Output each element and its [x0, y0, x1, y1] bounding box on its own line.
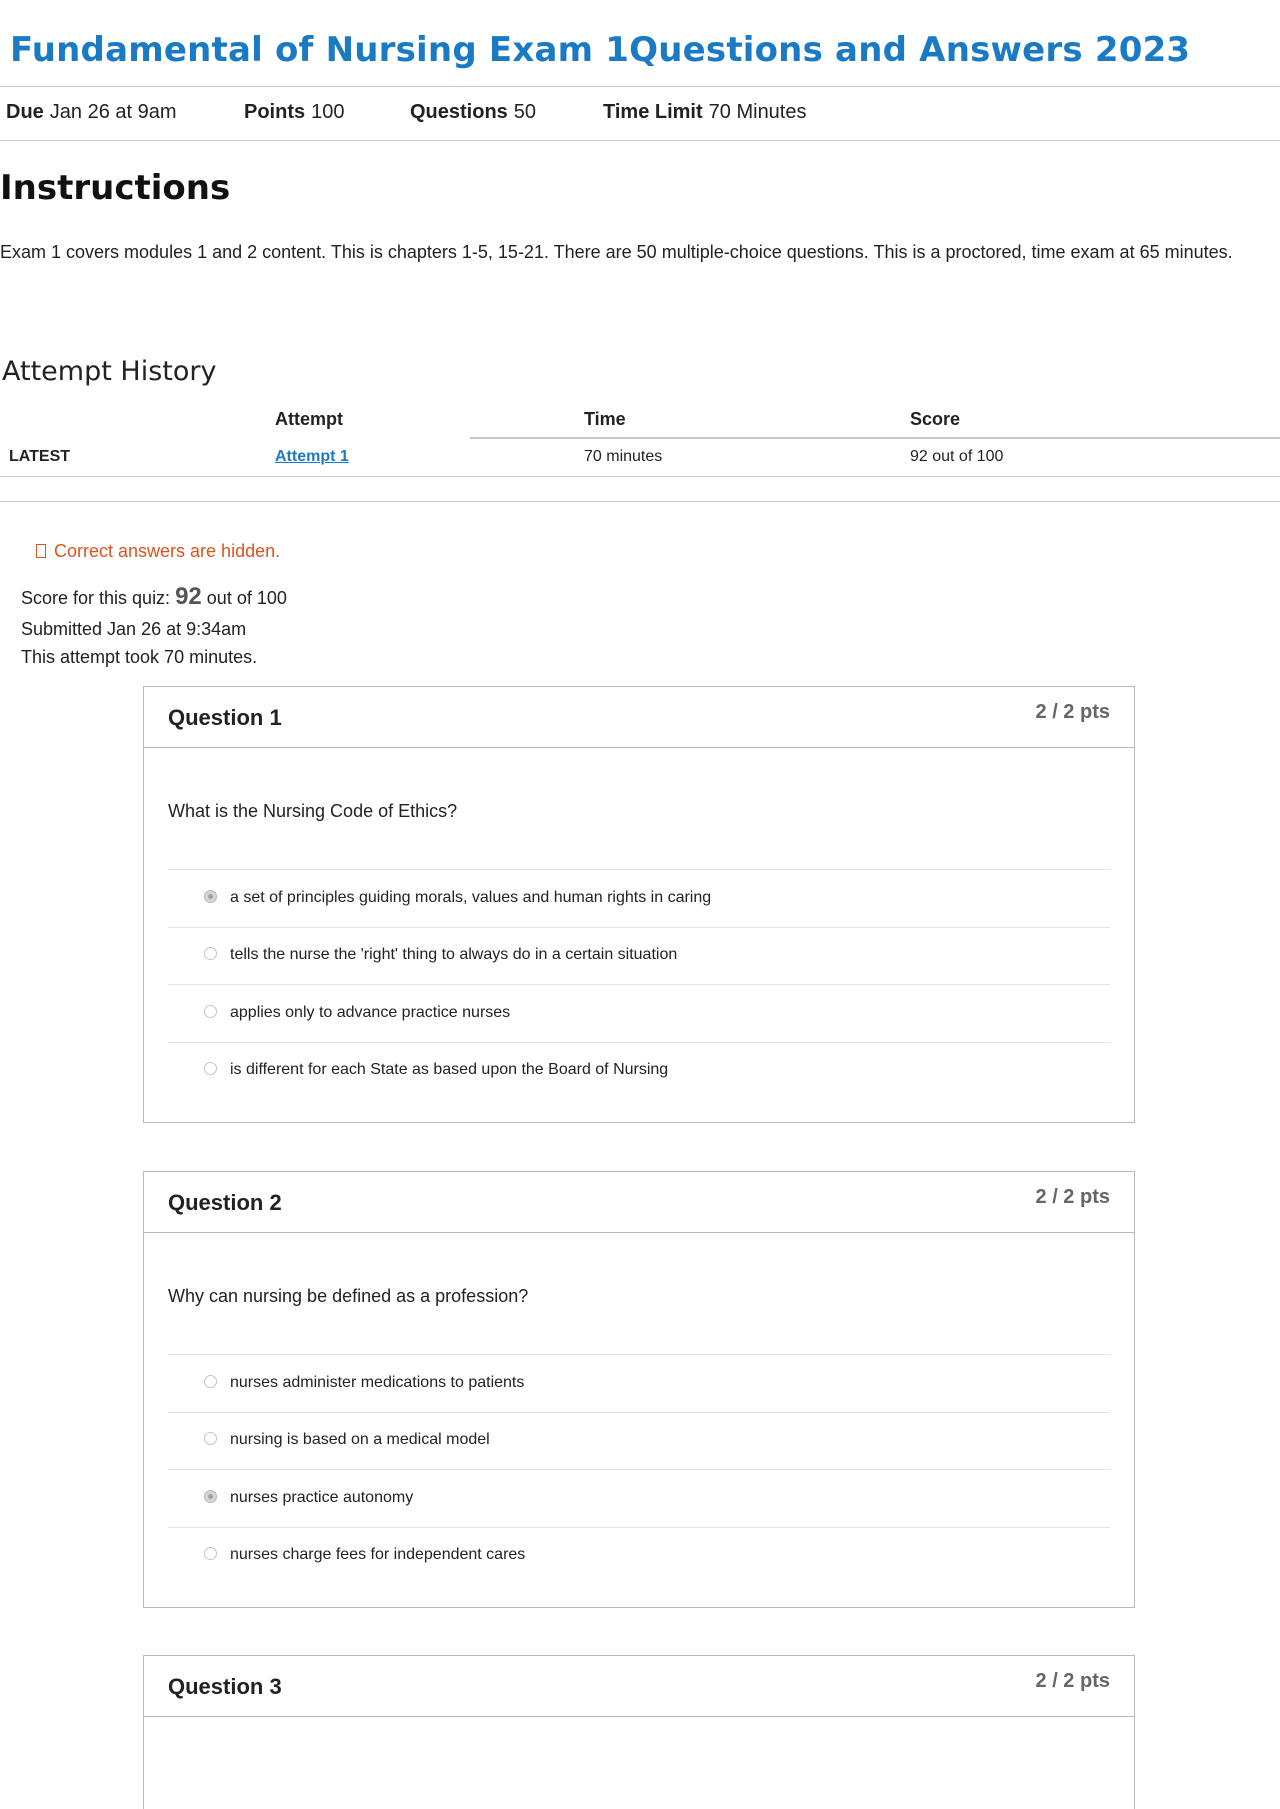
column-header-score: Score	[910, 409, 961, 429]
radio[interactable]	[204, 1375, 217, 1388]
question-header	[144, 687, 1134, 748]
table-row-divider	[0, 476, 1280, 477]
question-card	[143, 1655, 1135, 1809]
question-count: Questions 50	[410, 101, 537, 123]
due-date: Due Jan 26 at 9am	[6, 101, 177, 123]
attempt-history-heading: Attempt History	[2, 356, 217, 387]
divider	[0, 140, 1280, 141]
column-header-time: Time	[584, 409, 626, 429]
radio[interactable]	[204, 1547, 217, 1560]
divider	[0, 86, 1280, 87]
instructions-heading: Instructions	[0, 168, 231, 208]
warning-icon	[36, 544, 46, 558]
radio-selected[interactable]	[204, 890, 217, 903]
question-points: 2 / 2 pts	[1035, 1670, 1110, 1692]
radio[interactable]	[204, 947, 217, 960]
correct-answers-hidden-notice: Correct answers are hidden.	[36, 541, 280, 562]
time-limit: Time Limit 70 Minutes	[603, 101, 807, 123]
question-text: What is the Nursing Code of Ethics?	[168, 801, 458, 821]
answer-divider	[168, 1412, 1110, 1413]
instructions-text: Exam 1 covers modules 1 and 2 content. This is chapters 1-5, 15-21. There are 50 multiple-choice questions. This is a proctored, time exam at 65 minutes.	[0, 242, 1233, 262]
points: Points 100	[244, 101, 345, 123]
question-header	[144, 1172, 1134, 1233]
page-title: Fundamental of Nursing Exam 1Questions and Answers 2023	[10, 30, 1191, 70]
answer-divider	[168, 869, 1110, 870]
answer-divider	[168, 1042, 1110, 1043]
answer-divider	[168, 1527, 1110, 1528]
latest-label: LATEST	[9, 448, 71, 465]
answer-divider	[168, 1354, 1110, 1355]
radio[interactable]	[204, 1062, 217, 1075]
question-text: Why can nursing be defined as a profession?	[168, 1286, 529, 1306]
question-points: 2 / 2 pts	[1035, 1186, 1110, 1208]
question-header	[144, 1656, 1134, 1717]
attempt-link-cell	[275, 448, 349, 466]
column-header-attempt: Attempt	[275, 409, 343, 429]
attempt-duration: This attempt took 70 minutes.	[21, 647, 258, 667]
submitted-time: Submitted Jan 26 at 9:34am	[21, 619, 247, 639]
attempt-1-link[interactable]: Attempt 1	[275, 448, 349, 465]
question-title: Question 1	[168, 705, 282, 730]
divider	[0, 501, 1280, 502]
answer-divider	[168, 1469, 1110, 1470]
attempt-time: 70 minutes	[584, 448, 663, 465]
question-title: Question 3	[168, 1674, 282, 1699]
question-title: Question 2	[168, 1190, 282, 1215]
radio[interactable]	[204, 1432, 217, 1445]
table-header-divider	[470, 437, 1280, 439]
attempt-score: 92 out of 100	[910, 448, 1004, 465]
question-card: Question 2 2 / 2 pts Why can nursing be defined as a profession? nurses administer medications to patients nursing is based on a medical model nurses practice autonomy nurses charge fees for independent cares	[143, 1171, 1135, 1608]
answer-divider	[168, 927, 1110, 928]
radio[interactable]	[204, 1005, 217, 1018]
radio-selected[interactable]	[204, 1490, 217, 1503]
question-card: Question 1 2 / 2 pts What is the Nursing Code of Ethics? a set of principles guiding morals, values and human rights in caring tells the nurse the 'right' thing to always do in a certain situation applies only to advance practice nurses is different for each State as based upon the Board of Nursing	[143, 686, 1135, 1123]
question-points: 2 / 2 pts	[1035, 701, 1110, 723]
answer-divider	[168, 984, 1110, 985]
quiz-score: Score for this quiz: 92 out of 100	[21, 583, 287, 610]
